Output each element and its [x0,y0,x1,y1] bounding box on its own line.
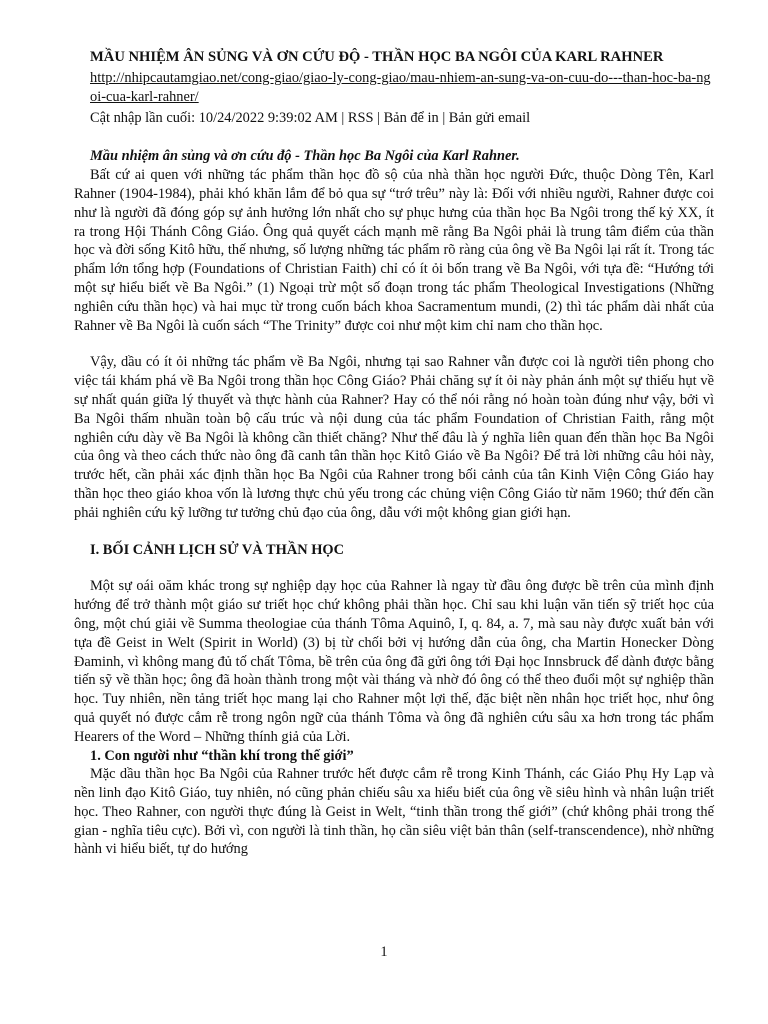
source-url-link[interactable]: http://nhipcautamgiao.net/cong-giao/giao-ly-cong-giao/mau-nhiem-an-sung-va-on-cuu-do---than-hoc-ba-ngoi-cua-karl-rahner/ [90,70,711,105]
section-heading: I. BỐI CẢNH LỊCH SỬ VÀ THẦN HỌC [90,541,345,558]
document-subtitle: Mầu nhiệm ân sủng và ơn cứu độ - Thần học Ba Ngôi của Karl Rahner. [90,148,520,165]
last-updated-line: Cật nhập lần cuối: 10/24/2022 9:39:02 AM | RSS | Bản để in | Bản gửi email [90,109,531,126]
section-paragraph: Một sự oái oăm khác trong sự nghiệp dạy học của Rahner là ngay từ đầu ông được bề trên của mình định hướng để trở thành một giáo sư triết học chứ không phải thần học. Chỉ sau khi luận văn tiến sỹ triết học của ông, một chú giải về Summa theologiae của thánh Tôma Aquinô, I, q. 84, a. 7, mà sau này được xuất bản với tựa đề Geist in Welt (Spirit in World) (3) bị từ chối bởi vị hướng dẫn của ông, cha Martin Honecker Dòng Đaminh, vì không mang đủ tố chất Tôma, bề trên của ông đã gửi ông tới Đại học Innsbruck để dành được bằng tiến sỹ về thần học; ông đã hoàn thành trong một vài tháng và nhờ đó ông có thể theo đuổi một sự nghiệp thần học. Tuy nhiên, nền tảng triết học mang lại cho Rahner một lợi thế, đặc biệt nền nhân học triết học, như ông quả quyết nó được cắm rễ trong ngôn ngữ của thánh Tôma và ông đã nghiên cứu sâu xa hơn trong tác phẩm Hearers of the Word – Những thính giả của Lời. [74,578,714,745]
paragraph-gap [74,335,714,353]
document-content [74,48,714,859]
source-link-line [74,69,714,107]
page-number: 1 [380,944,388,960]
paragraph-gap [74,559,714,577]
body-paragraph-1: Bất cứ ai quen với những tác phẩm thần học đồ sộ của nhà thần học người Đức, thuộc Dòng Tên, Karl Rahner (1904-1984), phải khó khăn lắm để bỏ qua sự “trớ trêu” này là: Đối với nhiều người, Rahner được coi như là người đã đóng góp sự ảnh hưởng lớn nhất cho sự phục hưng của thần học Ba Ngôi trong thế kỷ XX, ít ra trong Hội Thánh Công Giáo. Ông quả quyết cách mạnh mẽ rằng Ba Ngôi phải là trung tâm điểm của thần học và đời sống Kitô hữu, thế nhưng, số lượng những tác phẩm rõ ràng của ông về Ba Ngôi lại rất ít. Trong tác phẩm lớn tổng hợp (Foundations of Christian Faith) chỉ có ít ỏi bốn trang về Ba Ngôi, với tựa đề: “Hướng tới một sự hiểu biết về Ba Ngôi.” (1) Ngoại trừ một số đoạn trong tác phẩm Theological Investigations (Những nghiên cứu thần học) và hai mục từ trong cuốn bách khoa Sacramentum mundi, (2) thì tác phẩm dài nhất của Rahner về Ba Ngôi là cuốn sách “The Trinity” được coi như một kim chỉ nam cho thần học. [74,167,714,334]
body-paragraph-2: Vậy, dầu có ít ỏi những tác phẩm về Ba Ngôi, nhưng tại sao Rahner vẫn được coi là người tiên phong cho việc tái khám phá về Ba Ngôi trong thần học Công Giáo? Phải chăng sự ít ỏi này phản ánh một sự thiếu hụt về sự nhất quán giữa lý thuyết và thực hành của Rahner? Hay có thể nói rằng nó hoàn toàn đúng như vậy, bởi vì Ba Ngôi thấm nhuần toàn bộ cấu trúc và nội dung của tác phẩm Foundation of Christian Faith, rằng một nghiên cứu dày về Ba Ngôi là không cần thiết chăng? Như thế đâu là ý nghĩa liên quan đến thần học Ba Ngôi của ông và theo cách thức nào ông đã canh tân thần học Kitô Giáo về Ba Ngôi? Để trả lời những câu hỏi này, trước hết, cần phải xác định thần học Ba Ngôi của Rahner trong bối cảnh của tân Kinh Viện Công Giáo hay thần học theo giáo khoa vốn là lương thực chủ yếu trong các chủng viện Công Giáo từ năm 1960; thứ đến cần phải nghiên cứu kỹ lưỡng tư tưởng chủ đạo của ông, dẫu với một không gian giới hạn. [74,354,714,521]
sub-heading: 1. Con người như “thần khí trong thế giới” [90,747,354,764]
sub-paragraph: Mặc dầu thần học Ba Ngôi của Rahner trước hết được cắm rễ trong Kinh Thánh, các Giáo Phụ Hy Lạp và nền linh đạo Kitô Giáo, tuy nhiên, nó cũng phản chiếu sâu xa hiểu biết của ông về siêu hình và nhân luận triết học. Theo Rahner, con người thực đúng là Geist in Welt, “tinh thần trong thế giới” (chứ không phải trong thế gian - nghĩa tiêu cực). Bởi vì, con người là tinh thần, họ cần siêu việt bản thân (self-transcendence), nhờ những hành vi hiểu biết, tự do hướng [74,766,714,858]
document-title: MẦU NHIỆM ÂN SỦNG VÀ ƠN CỨU ĐỘ - THẦN HỌC BA NGÔI CỦA KARL RAHNER [90,49,664,65]
